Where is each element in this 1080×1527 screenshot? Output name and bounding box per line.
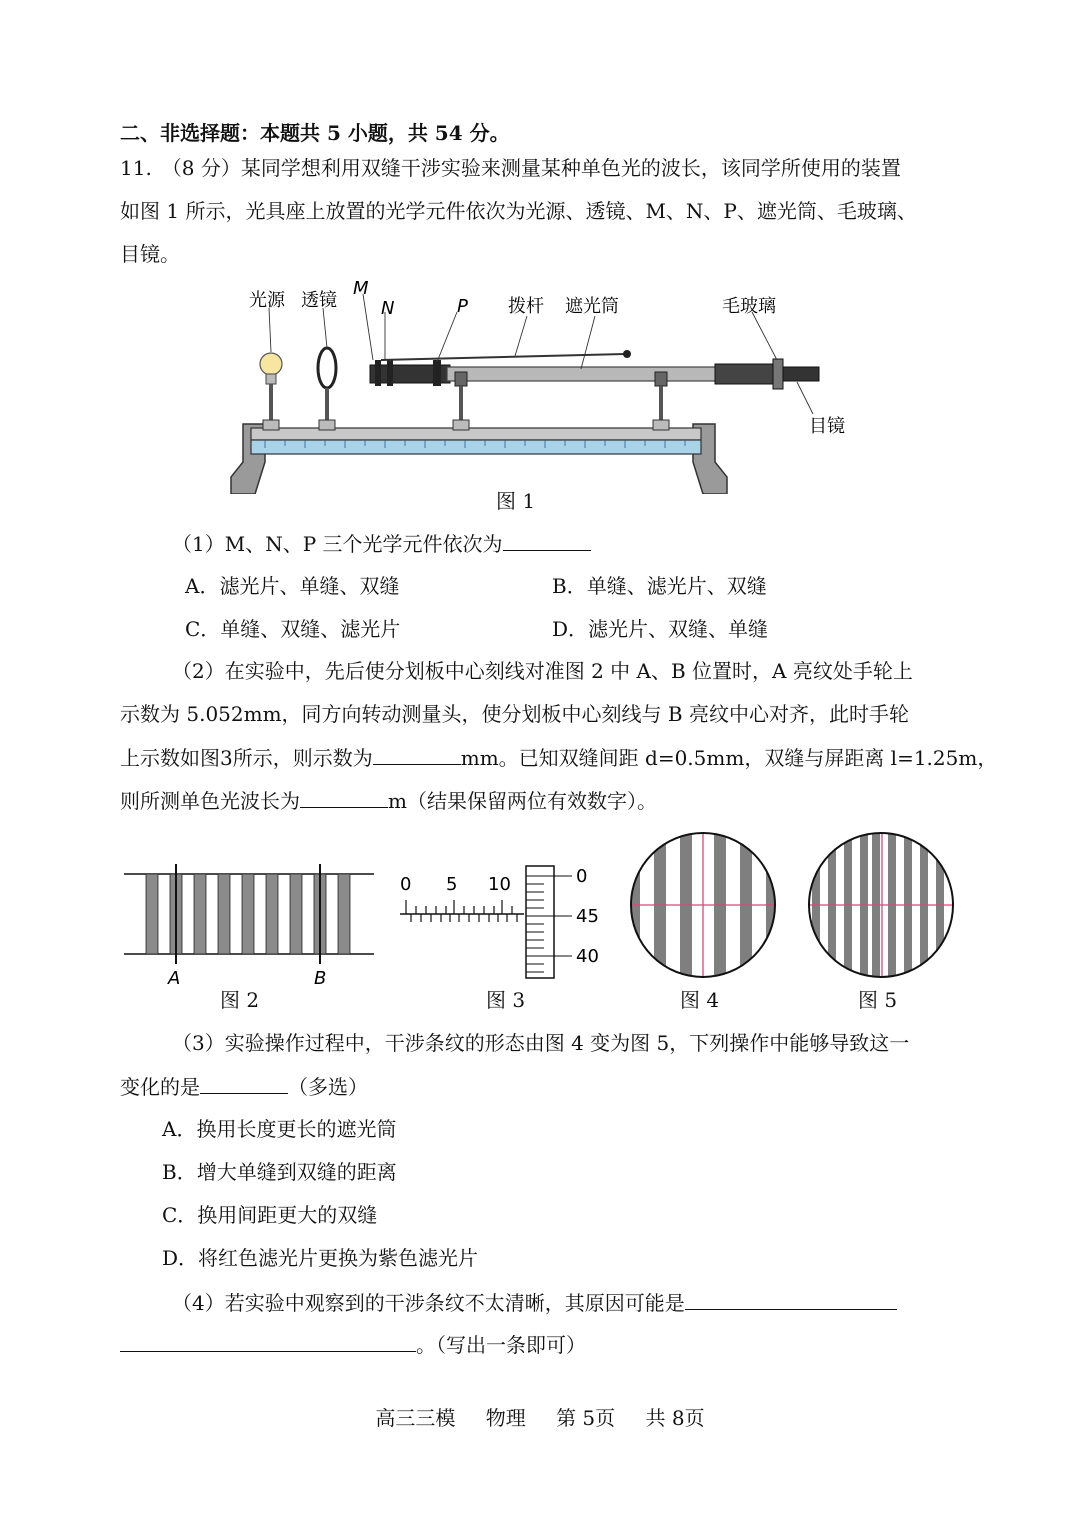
q11-part3-option-b: B．增大单缝到双缝的距离 <box>162 1160 397 1184</box>
q11-part1-option-d: D．滤光片、双缝、单缝 <box>552 617 769 641</box>
q11-part3-option-d: D．将红色滤光片更换为紫色滤光片 <box>162 1246 479 1270</box>
page-footer <box>0 1403 1080 1433</box>
fig3-drum-tick-45: 45 <box>576 906 599 927</box>
figure-1-caption: 图 1 <box>496 489 536 513</box>
label-shade-tube: 遮光筒 <box>565 296 619 317</box>
fig3-drum-tick-0: 0 <box>576 866 588 887</box>
q11-part4-line1: （4）若实验中观察到的干涉条纹不太清晰，其原因可能是 <box>172 1287 897 1318</box>
figure-4-caption: 图 4 <box>680 988 720 1012</box>
fig3-main-tick-10: 10 <box>488 874 511 895</box>
figure-3-micrometer <box>396 864 612 984</box>
q11-part1-option-c: C．单缝、双缝、滤光片 <box>185 617 401 641</box>
q11-intro-line1: 11. （8 分）某同学想利用双缝干涉实验来测量某种单色光的波长，该同学所使用的装置 <box>120 156 901 180</box>
q11-intro-line3: 目镜。 <box>120 242 180 266</box>
answer-blank-5[interactable] <box>685 1287 897 1310</box>
figure-3-caption: 图 3 <box>486 988 526 1012</box>
q11-part1-option-b: B．单缝、滤光片、双缝 <box>552 574 767 598</box>
q11-part3-line2: 变化的是 （多选） <box>120 1071 368 1102</box>
fig3-drum-tick-40: 40 <box>576 946 599 967</box>
q11-part3-option-c: C．换用间距更大的双缝 <box>162 1203 378 1227</box>
label-eyepiece: 目镜 <box>809 416 845 437</box>
label-p: P <box>457 296 468 317</box>
q11-part1-option-a: A．滤光片、单缝、双缝 <box>185 574 400 598</box>
q11-part1-stem: （1）M、N、P 三个光学元件依次为 <box>172 528 591 559</box>
label-lever: 拨杆 <box>508 296 544 317</box>
label-light-source: 光源 <box>249 290 285 311</box>
figure-5-eyepiece-view <box>806 830 956 980</box>
footer-exam: 高三三模 <box>375 1406 456 1430</box>
q11-part2-line4: 则所测单色光波长为 m（结果保留两位有效数字）。 <box>120 785 657 816</box>
answer-blank-2[interactable] <box>373 742 461 765</box>
answer-blank-3[interactable] <box>300 785 388 808</box>
fig3-main-tick-5: 5 <box>446 874 458 895</box>
figure-2-caption: 图 2 <box>220 988 260 1012</box>
fig3-main-tick-0: 0 <box>400 874 412 895</box>
figure-4-eyepiece-view <box>628 830 778 980</box>
q11-part3-option-a: A．换用长度更长的遮光筒 <box>162 1117 397 1141</box>
answer-blank-1[interactable] <box>503 528 591 551</box>
q11-part4-line2: 。（写出一条即可） <box>120 1329 586 1360</box>
q11-part2-line2: 示数为 5.052mm，同方向转动测量头，使分划板中心刻线与 B 亮纹中心对齐，此时手轮 <box>120 702 909 726</box>
q11-intro-line2: 如图 1 所示，光具座上放置的光学元件依次为光源、透镜、M、N、P、遮光筒、毛玻璃、 <box>120 199 917 223</box>
footer-total: 共 8页 <box>645 1406 705 1430</box>
answer-blank-4[interactable] <box>200 1071 288 1094</box>
footer-subject: 物理 <box>485 1406 526 1430</box>
section-heading: 二、非选择题：本题共 5 小题，共 54 分。 <box>120 121 510 145</box>
answer-blank-6[interactable] <box>120 1329 416 1352</box>
footer-page: 第 5页 <box>556 1406 616 1430</box>
fig2-label-b: B <box>314 968 327 989</box>
label-frosted-glass: 毛玻璃 <box>722 296 776 317</box>
figure-2-fringes <box>124 858 376 992</box>
label-lens: 透镜 <box>301 290 337 311</box>
q11-part2-line3: 上示数如图3所示，则示数为 mm。已知双缝间距 d=0.5mm，双缝与屏距离 l=1.25m， <box>120 742 997 773</box>
label-m: M <box>353 278 369 299</box>
q11-part2-line1: （2）在实验中，先后使分划板中心刻线对准图 2 中 A、B 位置时，A 亮纹处手轮上 <box>172 659 913 683</box>
figure-1-apparatus <box>225 272 865 494</box>
q11-part3-line1: （3）实验操作过程中，干涉条纹的形态由图 4 变为图 5，下列操作中能够导致这一 <box>172 1031 910 1055</box>
fig2-label-a: A <box>168 968 181 989</box>
figure-5-caption: 图 5 <box>858 988 898 1012</box>
label-n: N <box>381 298 395 319</box>
